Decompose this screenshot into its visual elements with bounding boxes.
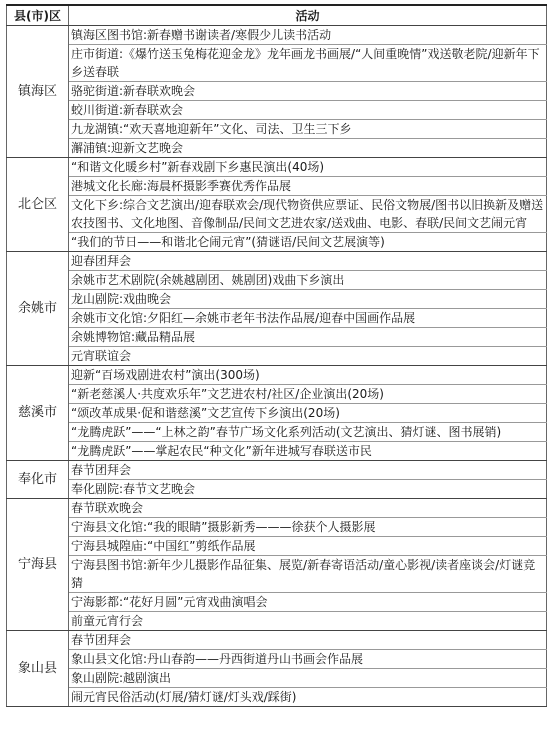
activity-text: 闹元宵民俗活动(灯展/猜灯谜/灯头戏/踩街) bbox=[71, 690, 297, 704]
activity-text: 骆驼街道:新春联欢晚会 bbox=[71, 84, 196, 98]
table-row bbox=[7, 556, 547, 593]
activity-cell bbox=[69, 631, 547, 650]
activity-table bbox=[6, 4, 547, 707]
activity-cell bbox=[69, 612, 547, 631]
activity-cell bbox=[69, 196, 547, 233]
table-row bbox=[7, 442, 547, 461]
table-row bbox=[7, 26, 547, 45]
activity-text: 奉化剧院:春节文艺晚会 bbox=[71, 482, 196, 496]
activity-text: 迎春团拜会 bbox=[71, 254, 132, 268]
activity-cell bbox=[69, 290, 547, 309]
table-row bbox=[7, 290, 547, 309]
activity-text: 宁海县图书馆:新年少儿摄影作品征集、展览/新春寄语活动/童心影视/读者座谈会/灯谜竞猜 bbox=[71, 558, 536, 590]
activity-text: 春节联欢晚会 bbox=[71, 501, 144, 515]
activity-cell bbox=[69, 593, 547, 612]
activity-text: “龙腾虎跃”——“上林之韵”春节广场文化系列活动(文艺演出、猜灯谜、图书展销) bbox=[71, 425, 502, 439]
table-row bbox=[7, 612, 547, 631]
activity-cell bbox=[69, 347, 547, 366]
header-activity: 活动 bbox=[69, 5, 547, 26]
activity-cell bbox=[69, 120, 547, 139]
table-row bbox=[7, 328, 547, 347]
table-row bbox=[7, 518, 547, 537]
table-row bbox=[7, 537, 547, 556]
county-cell: 余姚市 bbox=[7, 252, 69, 366]
table-row bbox=[7, 271, 547, 290]
activity-text: 宁海县城隍庙:“中国红”剪纸作品展 bbox=[71, 539, 256, 553]
activity-cell bbox=[69, 177, 547, 196]
activity-text: “龙腾虎跃”——掌起农民“种文化”新年进城写春联送市民 bbox=[71, 444, 372, 458]
activity-text: “颂改革成果·促和谐慈溪”文艺宣传下乡演出(20场) bbox=[71, 406, 340, 420]
activity-text: 宁海县文化馆:“我的眼睛”摄影新秀———徐获个人摄影展 bbox=[71, 520, 376, 534]
table-row bbox=[7, 461, 547, 480]
activity-text: 元宵联谊会 bbox=[71, 349, 132, 363]
activity-text: 春节团拜会 bbox=[71, 633, 132, 647]
activity-cell bbox=[69, 537, 547, 556]
activity-cell bbox=[69, 688, 547, 707]
activity-cell bbox=[69, 309, 547, 328]
table-row bbox=[7, 309, 547, 328]
table-row bbox=[7, 139, 547, 158]
header-row bbox=[7, 5, 547, 26]
activity-cell bbox=[69, 461, 547, 480]
activity-cell bbox=[69, 423, 547, 442]
table-row bbox=[7, 177, 547, 196]
activity-cell bbox=[69, 518, 547, 537]
activity-cell bbox=[69, 328, 547, 347]
table-row bbox=[7, 385, 547, 404]
activity-cell bbox=[69, 26, 547, 45]
table-row bbox=[7, 120, 547, 139]
activity-text: 庄市街道:《爆竹送玉兔梅花迎金龙》龙年画龙书画展/“人间重晚情”戏送敬老院/迎新年下乡送春联 bbox=[71, 47, 540, 79]
table-row bbox=[7, 688, 547, 707]
activity-text: 象山县文化馆:丹山春韵——丹西街道丹山书画会作品展 bbox=[71, 652, 364, 666]
activity-text: 澥浦镇:迎新文艺晚会 bbox=[71, 141, 184, 155]
table-row bbox=[7, 499, 547, 518]
activity-text: 宁海影都:“花好月圆”元宵戏曲演唱会 bbox=[71, 595, 268, 609]
table-row bbox=[7, 82, 547, 101]
activity-cell bbox=[69, 669, 547, 688]
activity-text: 九龙湖镇:“欢天喜地迎新年”文化、司法、卫生三下乡 bbox=[71, 122, 352, 136]
activity-cell bbox=[69, 480, 547, 499]
activity-cell bbox=[69, 650, 547, 669]
activity-text: “新老慈溪人·共度欢乐年”文艺进农村/社区/企业演出(20场) bbox=[71, 387, 384, 401]
activity-cell bbox=[69, 366, 547, 385]
activity-text: “我们的节日——和谐北仑闹元宵”(猜谜语/民间文艺展演等) bbox=[71, 235, 385, 249]
table-row bbox=[7, 45, 547, 82]
activity-cell bbox=[69, 499, 547, 518]
activity-cell bbox=[69, 271, 547, 290]
activity-text: 余姚博物馆:藏品精品展 bbox=[71, 330, 196, 344]
table-row bbox=[7, 669, 547, 688]
activity-cell bbox=[69, 139, 547, 158]
activity-cell bbox=[69, 82, 547, 101]
table-row bbox=[7, 631, 547, 650]
activity-cell bbox=[69, 158, 547, 177]
county-cell: 慈溪市 bbox=[7, 366, 69, 461]
activity-text: 象山剧院:越剧演出 bbox=[71, 671, 172, 685]
activity-text: 余姚市艺术剧院(余姚越剧团、姚剧团)戏曲下乡演出 bbox=[71, 273, 345, 287]
activity-text: 春节团拜会 bbox=[71, 463, 132, 477]
activity-text: 前童元宵行会 bbox=[71, 614, 144, 628]
table-body bbox=[7, 26, 547, 707]
table-row bbox=[7, 158, 547, 177]
activity-text: 文化下乡:综合文艺演出/迎春联欢会/现代物资供应票证、民俗文物展/图书以旧换新及赠送农技图书、文化地图、音像制品/民间文艺进农家/送戏曲、电影、春联/民间文艺闹元宵 bbox=[71, 198, 544, 230]
activity-text: 港城文化长廊:海晨杯摄影季赛优秀作品展 bbox=[71, 179, 292, 193]
table-row bbox=[7, 404, 547, 423]
table-row bbox=[7, 101, 547, 120]
activity-text: 迎新“百场戏剧进农村”演出(300场) bbox=[71, 368, 260, 382]
activity-text: 镇海区图书馆:新春赠书谢读者/寒假少儿读书活动 bbox=[71, 28, 332, 42]
activity-cell bbox=[69, 252, 547, 271]
activity-cell bbox=[69, 101, 547, 120]
county-cell: 北仑区 bbox=[7, 158, 69, 252]
activity-cell bbox=[69, 233, 547, 252]
county-cell: 象山县 bbox=[7, 631, 69, 707]
activity-cell bbox=[69, 404, 547, 423]
table-row bbox=[7, 233, 547, 252]
activity-text: 蛟川街道:新春联欢会 bbox=[71, 103, 184, 117]
header-county: 县(市)区 bbox=[7, 5, 69, 26]
activity-cell bbox=[69, 45, 547, 82]
activity-text: 余姚市文化馆:夕阳红—余姚市老年书法作品展/迎春中国画作品展 bbox=[71, 311, 416, 325]
activity-text: “和谐文化暖乡村”新春戏剧下乡惠民演出(40场) bbox=[71, 160, 325, 174]
county-cell: 宁海县 bbox=[7, 499, 69, 631]
table-row bbox=[7, 252, 547, 271]
table-row bbox=[7, 650, 547, 669]
activity-cell bbox=[69, 556, 547, 593]
table-row bbox=[7, 423, 547, 442]
county-cell: 镇海区 bbox=[7, 26, 69, 158]
table-row bbox=[7, 366, 547, 385]
table-row bbox=[7, 196, 547, 233]
activity-cell bbox=[69, 385, 547, 404]
table-row bbox=[7, 593, 547, 612]
activity-table-container bbox=[6, 4, 546, 707]
table-row bbox=[7, 480, 547, 499]
activity-cell bbox=[69, 442, 547, 461]
activity-text: 龙山剧院:戏曲晚会 bbox=[71, 292, 172, 306]
county-cell: 奉化市 bbox=[7, 461, 69, 499]
table-row bbox=[7, 347, 547, 366]
